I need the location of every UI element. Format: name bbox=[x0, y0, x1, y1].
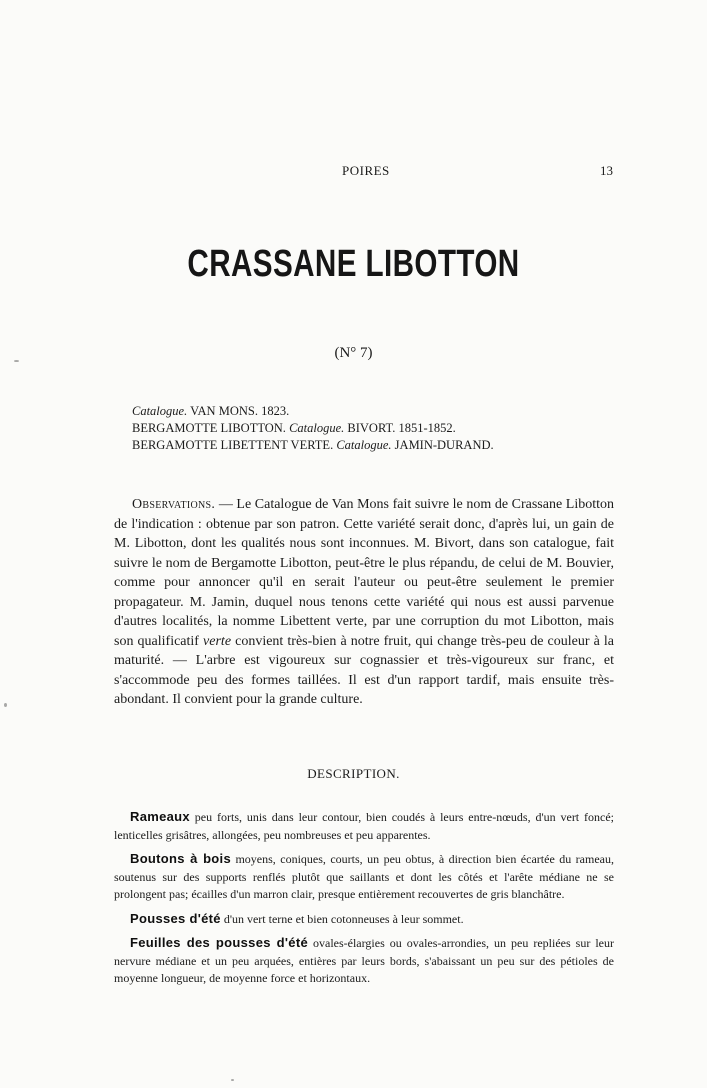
description-item bbox=[114, 910, 614, 929]
observations-text-end: convient très-bien à notre fruit, qui change très-peu de couleur à la maturité. — L'arbre est vigoureux sur cognassier et très-vigoureux sur franc, et s'accommode peu des formes taillées. Il est d'un rapport tardif, mais ensuite très-abondant. Il convient pour la grande culture. bbox=[114, 633, 614, 707]
page-title: CRASSANE LIBOTTON bbox=[187, 243, 520, 285]
observations-italic-word: verte bbox=[203, 633, 232, 649]
running-title: POIRES bbox=[342, 163, 390, 178]
print-speck bbox=[4, 703, 7, 707]
synonym-line bbox=[132, 437, 652, 454]
variety-number: (N° 7) bbox=[334, 345, 373, 361]
description-text: ovales-élargies ou ovales-arrondies, un peu repliées sur leur nervure médiane et un peu arquées, entières par leurs bords, s'abaissant un peu sur des pétioles de moyenne longueur, de moyenne force et horizontaux. bbox=[114, 936, 614, 985]
synonym-line bbox=[132, 403, 652, 420]
synonym-source: BIVORT. 1851-1852. bbox=[344, 421, 456, 435]
description-item bbox=[114, 850, 614, 904]
print-speck bbox=[231, 1079, 234, 1081]
description-item bbox=[114, 934, 614, 988]
synonym-name: BERGAMOTTE LIBETTENT VERTE. bbox=[132, 438, 337, 452]
observations-label: Observations. bbox=[132, 497, 216, 512]
description-term: Feuilles des pousses d'été bbox=[130, 935, 308, 950]
observations-text: — Le Catalogue de Van Mons fait suivre le nom de Crassane Libotton de l'indication : obtenue par son patron. Cette variété serait donc, d'après lui, un gain de M. Libotton, dont les qualités nous sont inconnues. M. Bivort, dans son catalogue, fait suivre le nom de Bergamotte Libotton, peut-être le plus répandu, de celui de M. Bouvier, comme pour annoncer qu'il en serait l'auteur ou peut-être seulement le premier propagateur. M. Jamin, duquel nous tenons cette variété qui nous est aussi parvenue d'autres localités, la nomme Libettent verte, par une corruption du mot Libotton, mais son qualificatif bbox=[114, 497, 614, 649]
synonym-line bbox=[132, 420, 652, 437]
page-number: 13 bbox=[600, 163, 613, 178]
description-heading: DESCRIPTION. bbox=[307, 766, 400, 781]
synonym-source-label: Catalogue. bbox=[132, 404, 188, 418]
running-head bbox=[0, 163, 707, 183]
description-term: Boutons à bois bbox=[130, 851, 231, 866]
synonym-source-label: Catalogue. bbox=[336, 438, 392, 452]
synonym-name: BERGAMOTTE LIBOTTON. bbox=[132, 421, 290, 435]
description-term: Pousses d'été bbox=[130, 910, 221, 926]
description-term: Rameaux bbox=[130, 809, 190, 824]
print-speck bbox=[14, 360, 19, 362]
description-text: d'un vert terne et bien cotonneuses à leur sommet. bbox=[220, 911, 464, 926]
description-item bbox=[114, 808, 614, 844]
observations-paragraph bbox=[114, 495, 614, 710]
description-list bbox=[114, 808, 614, 994]
synonym-source: JAMIN-DURAND. bbox=[391, 438, 494, 452]
description-text: peu forts, unis dans leur contour, bien coudés à leurs entre-nœuds, d'un vert foncé; lenticelles grisâtres, allongées, peu nombreuses et peu apparentes. bbox=[114, 810, 614, 842]
description-text: moyens, coniques, courts, un peu obtus, à direction bien écartée du rameau, soutenus sur des supports renflés plutôt que saillants et dont les côtés et l'arête médiane ne se prolongent pas; écailles d'un marron clair, presque entièrement recouvertes de gris blanchâtre. bbox=[114, 852, 614, 901]
synonym-list bbox=[132, 403, 652, 454]
synonym-text: VAN MONS. 1823. bbox=[187, 404, 290, 418]
synonym-source-label: Catalogue. bbox=[289, 421, 345, 435]
